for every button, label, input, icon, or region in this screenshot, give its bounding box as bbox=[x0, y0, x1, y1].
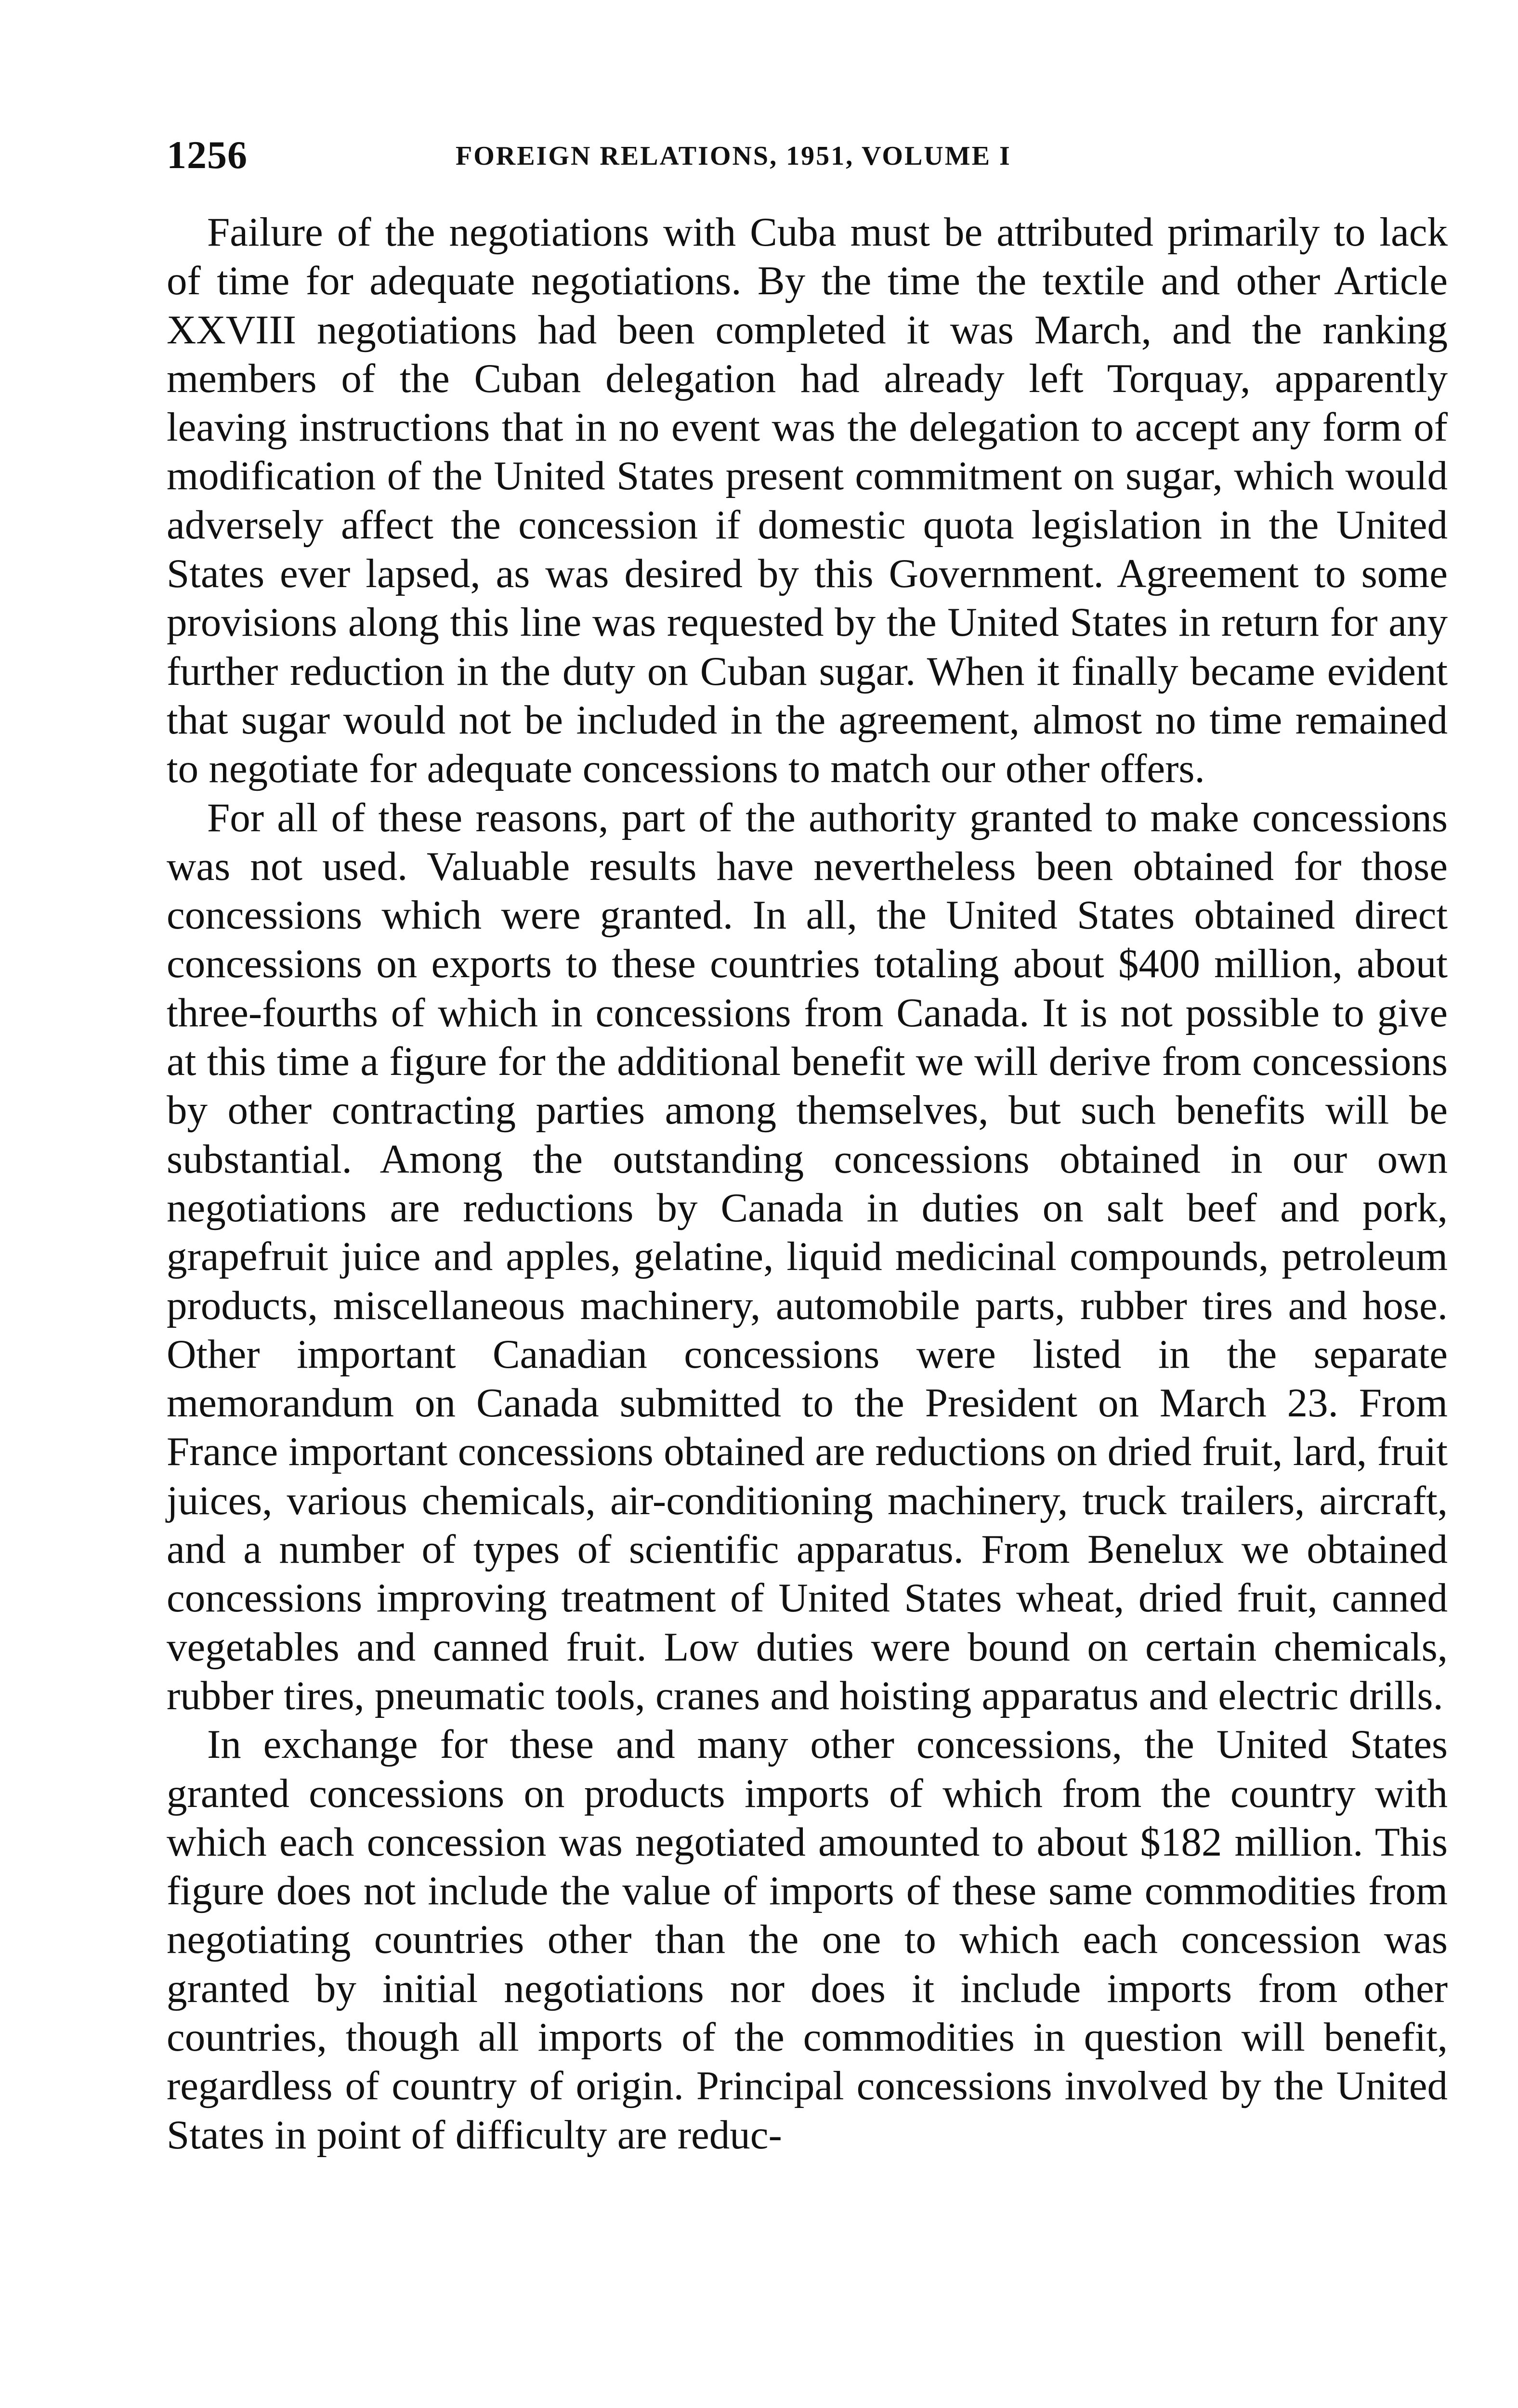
paragraph-cuba-negotiations: Failure of the negotiations with Cuba must be attributed primarily to lack of time for adequate negotiations. By the time the textile and other Article XXVIII negotiations had been completed it was March, and the ranking members of the Cuban delegation had already left Torquay, apparently leaving instructions that in no event was the delegation to accept any form of modification of the United States present commitment on sugar, which would adversely affect the concession if domestic quota legislation in the United States ever lapsed, as was desired by this Government. Agreement to some provisions along this line was requested by the United States in return for any further reduction in the duty on Cuban sugar. When it finally became evident that sugar would not be included in the agreement, almost no time remained to negotiate for adequate concessions to match our other offers. bbox=[167, 209, 1448, 792]
paragraph-concessions-obtained: For all of these reasons, part of the authority granted to make concessions was not used. Valuable results have nevertheless been obtained for those concessions which were granted. In all, the United States obtained direct concessions on exports to these countries totaling about $400 million, about three-fourths of which in concessions from Canada. It is not possible to give at this time a figure for the additional benefit we will derive from concessions by other contracting parties among themselves, but such benefits will be substantial. Among the outstanding concessions obtained in our own negotiations are reductions by Canada in duties on salt beef and pork, grapefruit juice and apples, gelatine, liquid medicinal compounds, petroleum products, miscellaneous machinery, automobile parts, rubber tires and hose. Other important Canadian concessions were listed in the separate memorandum on Canada submitted to the President on March 23. From France important concessions obtained are reductions on dried fruit, lard, fruit juices, various chemicals, air-conditioning machinery, truck trailers, aircraft, and a number of types of scientific apparatus. From Benelux we obtained concessions improving treatment of United States wheat, dried fruit, canned vegetables and canned fruit. Low duties were bound on certain chemicals, rubber tires, pneumatic tools, cranes and hoisting apparatus and electric drills. bbox=[167, 795, 1448, 1718]
running-head bbox=[167, 126, 1448, 184]
paragraph-concessions-granted: In exchange for these and many other concessions, the United States granted concessions on products imports of which from the country with which each concession was negotiated amounted to about $182 million. This figure does not include the value of imports of these same commodities from negotiating countries other than the one to which each concession was granted by initial negotiations nor does it include imports from other countries, though all imports of the commodities in question will benefit, regardless of country of origin. Principal concessions involved by the United States in point of difficulty are reduc- bbox=[167, 1722, 1448, 2158]
running-title: FOREIGN RELATIONS, 1951, VOLUME I bbox=[456, 141, 1011, 171]
page-number: 1256 bbox=[167, 133, 248, 177]
body-text bbox=[167, 208, 1448, 2159]
